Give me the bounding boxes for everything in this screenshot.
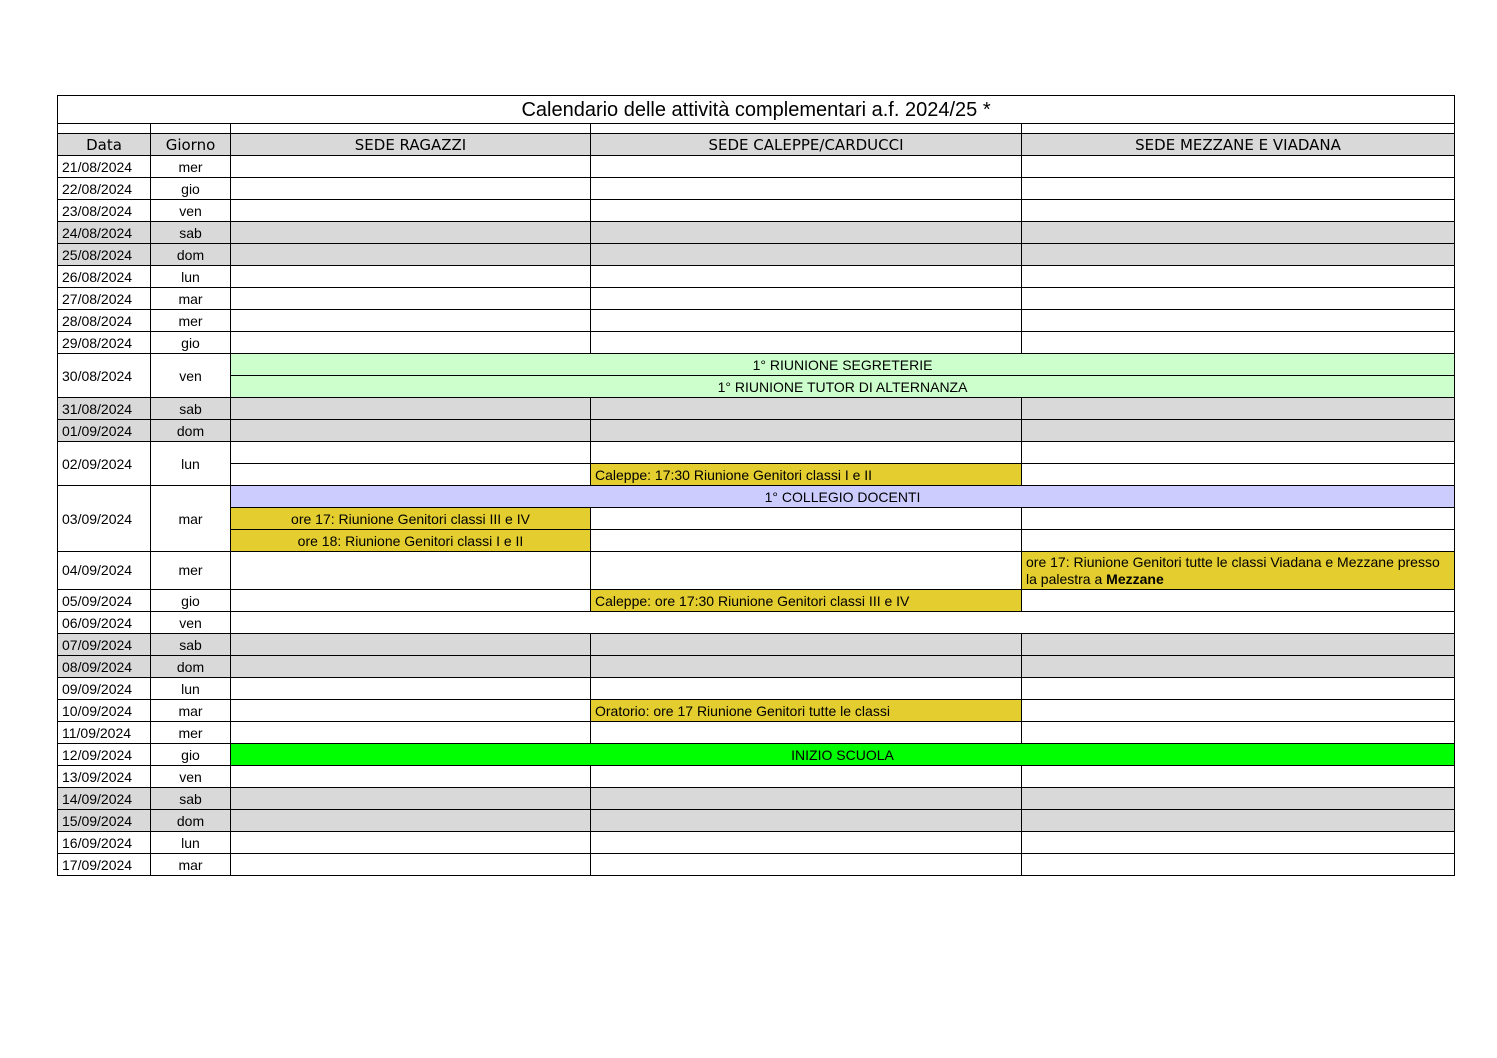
day-cell: sab [151,398,231,420]
date-cell: 13/09/2024 [58,766,151,788]
event-ragazzi-genitori-18: ore 18: Riunione Genitori classi I e II [231,530,591,552]
event-oratorio-genitori: Oratorio: ore 17 Riunione Genitori tutte le classi [591,700,1022,722]
event-collegio-docenti: 1° COLLEGIO DOCENTI [231,486,1455,508]
table-row [58,744,1455,766]
table-row [58,508,1455,530]
day-cell: dom [151,810,231,832]
spacer-row [58,124,1455,134]
event-caleppe-genitori-iii-iv: Caleppe: ore 17:30 Riunione Genitori classi III e IV [591,590,1022,612]
day-cell: lun [151,678,231,700]
day-cell: gio [151,590,231,612]
event-inizio-scuola: INIZIO SCUOLA [231,744,1455,766]
table-row [58,266,1455,288]
day-cell: dom [151,244,231,266]
day-cell: gio [151,332,231,354]
day-cell: ven [151,766,231,788]
event-ragazzi-genitori-17: ore 17: Riunione Genitori classi III e IV [231,508,591,530]
table-row [58,332,1455,354]
date-cell: 05/09/2024 [58,590,151,612]
event-mezzane-text: ore 17: Riunione Genitori tutte le classi Viadana e Mezzane presso la palestra a [1026,553,1440,587]
table-row-weekend [58,420,1455,442]
table-row [58,700,1455,722]
table-row [58,530,1455,552]
table-row [58,552,1455,590]
table-row-weekend [58,810,1455,832]
date-cell: 30/08/2024 [58,354,151,398]
date-cell: 04/09/2024 [58,552,151,590]
date-cell: 27/08/2024 [58,288,151,310]
date-cell: 02/09/2024 [58,442,151,486]
table-row [58,722,1455,744]
date-cell: 17/09/2024 [58,854,151,876]
date-cell: 06/09/2024 [58,612,151,634]
day-cell: lun [151,442,231,486]
date-cell: 16/09/2024 [58,832,151,854]
day-cell: ven [151,354,231,398]
date-cell: 22/08/2024 [58,178,151,200]
table-row [58,678,1455,700]
date-cell: 29/08/2024 [58,332,151,354]
day-cell: mar [151,700,231,722]
date-cell: 21/08/2024 [58,156,151,178]
table-row [58,354,1455,376]
date-cell: 03/09/2024 [58,486,151,552]
day-cell: dom [151,420,231,442]
date-cell: 08/09/2024 [58,656,151,678]
date-cell: 14/09/2024 [58,788,151,810]
table-row [58,310,1455,332]
date-cell: 15/09/2024 [58,810,151,832]
date-cell: 25/08/2024 [58,244,151,266]
date-cell: 24/08/2024 [58,222,151,244]
table-row-weekend [58,244,1455,266]
header-sede-ragazzi: SEDE RAGAZZI [231,134,591,156]
table-row [58,178,1455,200]
header-giorno: Giorno [151,134,231,156]
table-row [58,288,1455,310]
day-cell: mer [151,156,231,178]
table-row-weekend [58,634,1455,656]
header-sede-mezzane: SEDE MEZZANE E VIADANA [1022,134,1455,156]
date-cell: 26/08/2024 [58,266,151,288]
table-row [58,766,1455,788]
day-cell: gio [151,744,231,766]
event-caleppe-genitori: Caleppe: 17:30 Riunione Genitori classi I e II [591,464,1022,486]
table-row [58,612,1455,634]
date-cell: 23/08/2024 [58,200,151,222]
table-row-weekend [58,788,1455,810]
event-mezzane-location: Mezzane [1106,570,1164,587]
day-cell: sab [151,788,231,810]
date-cell: 12/09/2024 [58,744,151,766]
date-cell: 10/09/2024 [58,700,151,722]
table-row [58,376,1455,398]
date-cell: 31/08/2024 [58,398,151,420]
header-sede-caleppe: SEDE CALEPPE/CARDUCCI [591,134,1022,156]
day-cell: dom [151,656,231,678]
date-cell: 09/09/2024 [58,678,151,700]
date-cell: 11/09/2024 [58,722,151,744]
date-cell: 01/09/2024 [58,420,151,442]
table-row [58,590,1455,612]
day-cell: gio [151,178,231,200]
table-row [58,854,1455,876]
header-data: Data [58,134,151,156]
day-cell: mar [151,288,231,310]
day-cell: mer [151,310,231,332]
table-row [58,156,1455,178]
table-row-weekend [58,656,1455,678]
day-cell: mar [151,486,231,552]
table-row [58,200,1455,222]
calendar-table [57,95,1455,876]
day-cell: lun [151,266,231,288]
day-cell: mer [151,722,231,744]
table-row-weekend [58,222,1455,244]
title-row [58,96,1455,124]
date-cell: 07/09/2024 [58,634,151,656]
header-row [58,134,1455,156]
day-cell: ven [151,200,231,222]
table-row [58,832,1455,854]
day-cell: mar [151,854,231,876]
table-row [58,486,1455,508]
day-cell: sab [151,634,231,656]
table-row [58,464,1455,486]
calendar-title: Calendario delle attività complementari a.f. 2024/25 * [58,96,1455,124]
table-row-weekend [58,398,1455,420]
event-riunione-tutor: 1° RIUNIONE TUTOR DI ALTERNANZA [231,376,1455,398]
event-mezzane-genitori [1022,552,1455,590]
day-cell: lun [151,832,231,854]
event-riunione-segreterie: 1° RIUNIONE SEGRETERIE [231,354,1455,376]
day-cell: mer [151,552,231,590]
day-cell: sab [151,222,231,244]
date-cell: 28/08/2024 [58,310,151,332]
day-cell: ven [151,612,231,634]
table-row [58,442,1455,464]
